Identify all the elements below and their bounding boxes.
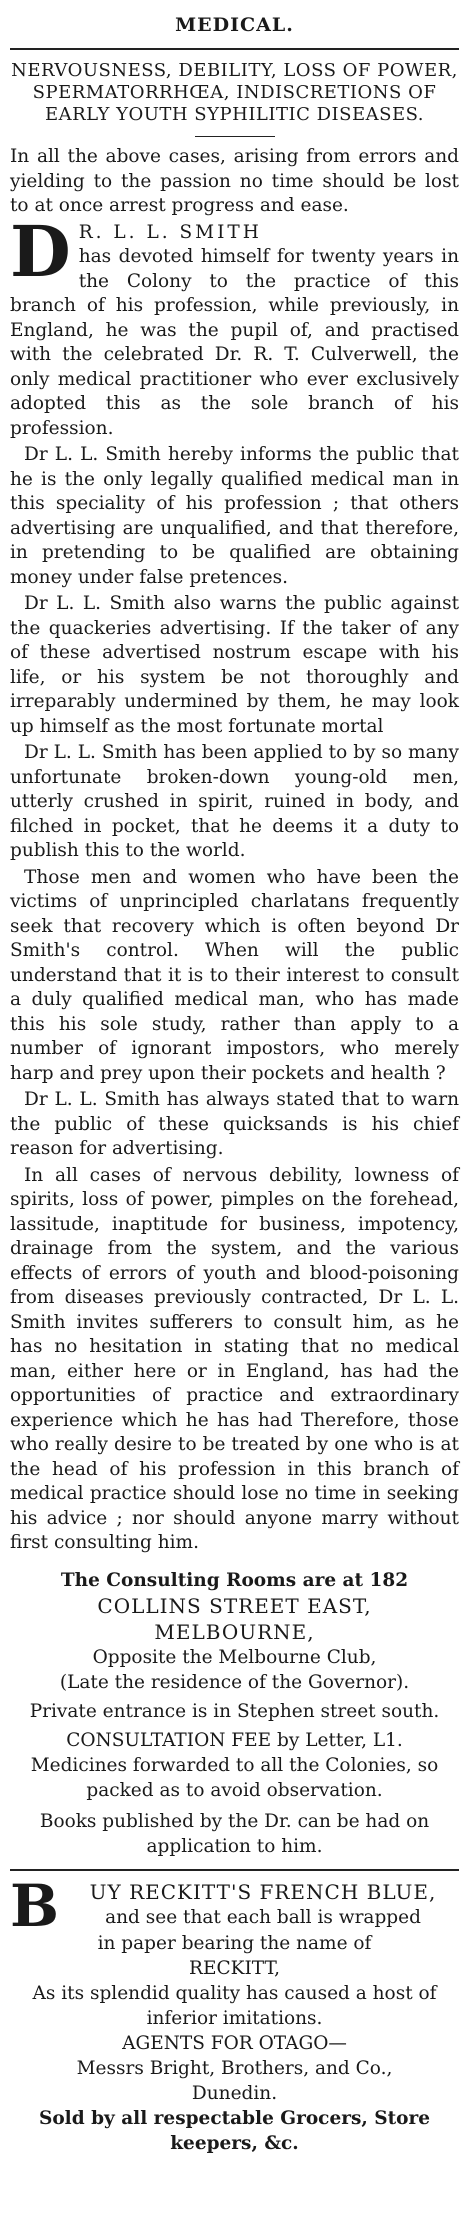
short-divider: [195, 136, 275, 137]
books-published: Books published by the Dr. can be had on application to him.: [39, 1810, 430, 1857]
city: MELBOURNE,: [154, 1619, 315, 1644]
dropcap-letter: D: [10, 220, 71, 293]
dropcap-block: [10, 221, 459, 444]
ad-headline: NERVOUSNESS, DEBILITY, LOSS OF POWER, SPERMATORRHŒA, INDISCRETIONS OF EARLY YOUTH SYPHILITIC DISEASES.: [11, 60, 458, 125]
private-entrance: Private entrance is in Stephen street south.: [29, 1700, 440, 1722]
newspaper-column: [10, 0, 459, 2156]
agent-firm: Messrs Bright, Brothers, and Co.,: [76, 2057, 393, 2079]
section-heading: MEDICAL.: [175, 14, 294, 36]
paragraph-4: Dr L. L. Smith has been applied to by so many unfortunate broken-down young-old men, utterly crushed in spirit, ruined in body, and filched in pocket, that he deems it a duty to publish this to the world.: [10, 742, 459, 861]
agents-heading: AGENTS FOR OTAGO—: [122, 2032, 347, 2054]
paragraph-7: In all cases of nervous debility, lowness of spirits, loss of power, pimples on the forehead, lassitude, inaptitude for business, impotency, drainage from the system, and the various effects of errors of youth and blood-poisoning from diseases previously contracted, Dr L. L. Smith invites sufferers to consult him, as he has no hesitation in stating that no medical man, either here or in England, has had the opportunities of practice and extraordinary experience which he has had Therefore, those who really desire to be treated by one who is at the head of his profession in this branch of medical practice should lose no time in seeking his advice ; nor should anyone marry without first consulting him.: [10, 1164, 459, 1553]
reckitt-dropcap: B: [10, 1878, 60, 1931]
paragraph-6: Dr L. L. Smith has always stated that to warn the public of these quicksands is his chief reason for advertising.: [10, 1089, 459, 1159]
reckitt-line-1: and see that each ball is wrapped: [105, 1906, 421, 1928]
paragraph-2: Dr L. L. Smith hereby informs the public that he is the only legally qualified medical man in this speciality of his profession ; that others advertising are unqualified, and that therefore, in pretending to be qualified are obtaining money under false pretences.: [10, 444, 459, 588]
paragraph-3: Dr L. L. Smith also warns the public against the quackeries advertising. If the taker of any of these advertised nostrum escape with his life, or his system be not thoroughly and irreparably undermined by them, he may look up himself as the most fortunate mortal: [10, 593, 459, 737]
consulting-rooms: The Consulting Rooms are at 182: [60, 1569, 409, 1591]
late-residence: (Late the residence of the Governor).: [59, 1671, 410, 1693]
opposite-club: Opposite the Melbourne Club,: [92, 1646, 377, 1668]
smith-advertisement: [10, 60, 459, 1859]
reckitt-lead: UY RECKITT'S FRENCH BLUE,: [89, 1879, 437, 1904]
sold-by: Sold by all respectable Grocers, Store keepers, &c.: [38, 2107, 431, 2154]
medicines-forwarded: Medicines forwarded to all the Colonies, so packed as to avoid observation.: [30, 1754, 439, 1801]
paragraph-5: Those men and women who have been the victims of unprincipled charlatans frequently seek that recovery which is often beyond Dr Smith's control. When will the public understand that it is to their interest to consult a duly qualified medical man, who has made this his sole study, rather than apply to a number of ignorant impostors, who merely harp and prey upon their pockets and health ?: [10, 866, 459, 1084]
top-rule: [10, 48, 459, 50]
reckitt-advertisement: [10, 1871, 459, 2156]
consultation-fee: CONSULTATION FEE by Letter, L1.: [66, 1729, 403, 1751]
reckitt-line-2: in paper bearing the name of: [97, 1932, 372, 1954]
paragraph-1: has devoted himself for twenty years in the Colony to the practice of this branch of his profession, while previously, in England, he was the pupil of, and practised with the celebrated Dr. R. T. Culverwell, the only medical practitioner who ever exclusively adopted this as the sole branch of his profession.: [10, 246, 459, 439]
street-address: COLLINS STREET EAST,: [97, 1593, 372, 1618]
reckitt-name: RECKITT,: [189, 1957, 280, 1979]
lead-line: R. L. L. SMITH: [78, 221, 262, 243]
reckitt-dropcap-block: [10, 1879, 459, 1931]
intro-paragraph: In all the above cases, arising from errors and yielding to the passion no time should be lost to at once arrest progress and ease.: [10, 146, 459, 216]
agent-town: Dunedin.: [191, 2082, 278, 2104]
reckitt-quality: As its splendid quality has caused a host of inferior imitations.: [32, 1982, 437, 2029]
